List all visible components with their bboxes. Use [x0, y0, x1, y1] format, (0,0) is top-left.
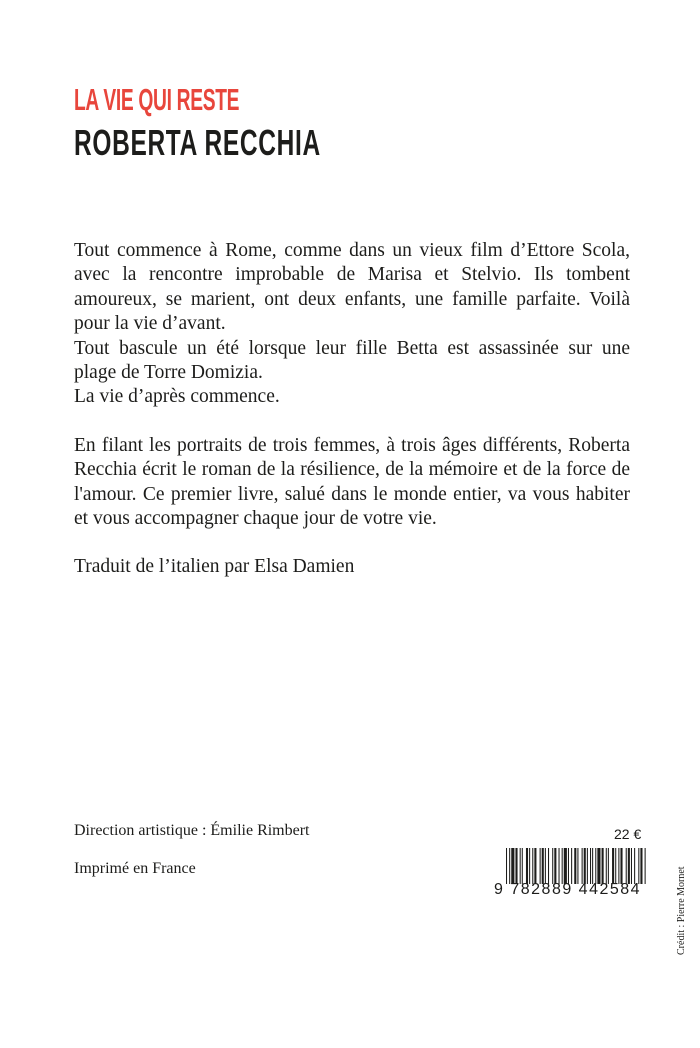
blurb-line: amoureux, se marient, ont deux enfants, une famille parfaite. Voilà [74, 288, 630, 310]
barcode-bar [640, 848, 642, 884]
barcode-bar [564, 848, 567, 884]
isbn-digits: 9 782889 442584 [494, 881, 642, 898]
printed-in: Imprimé en France [74, 860, 196, 877]
barcode-bar [532, 848, 533, 884]
barcode-bar [602, 848, 604, 884]
art-direction-credit: Direction artistique : Émilie Rimbert [74, 822, 310, 839]
barcode-bar [645, 848, 646, 884]
barcode-bar [631, 848, 632, 884]
barcode-bar [638, 848, 639, 884]
barcode-bar [634, 848, 635, 884]
barcode-bar [509, 848, 510, 884]
barcode-bar [540, 848, 541, 884]
barcode-bar [511, 848, 514, 884]
barcode-bar [606, 848, 607, 884]
barcode-bar [571, 848, 572, 884]
barcode-bar [584, 848, 586, 884]
barcode-bar [626, 848, 627, 884]
barcode-bar [628, 848, 630, 884]
barcode-bar [526, 848, 528, 884]
barcode-bar [590, 848, 591, 884]
blurb-paragraph-2: En filant les portraits de trois femmes, à trois âges différents, Roberta Recchia écrit le roman de la résilience, de la mémoire et de la force de l'amour. Ce premier livre, salué dans le monde entier, va vous habiter et vous accompagner chaque jour de votre vie. [74, 434, 630, 530]
translation-credit: Traduit de l’italien par Elsa Damien [74, 556, 355, 578]
barcode-bar [592, 848, 593, 884]
barcode-bar [620, 848, 622, 884]
barcode-bar [582, 848, 583, 884]
barcode-bar [534, 848, 536, 884]
barcode-bar [562, 848, 563, 884]
barcode-bar [515, 848, 517, 884]
book-title: LA VIE QUI RESTE [74, 82, 240, 117]
barcode-bar [554, 848, 556, 884]
barcode-bar [522, 848, 523, 884]
barcode-bar [552, 848, 553, 884]
isbn-barcode [506, 848, 646, 884]
barcode-bar [559, 848, 560, 884]
blurb-line: avec la rencontre improbable de Marisa et Stelvio. Ils tombent [74, 264, 630, 286]
barcode-bar [595, 848, 596, 884]
barcode-bar [574, 848, 576, 884]
barcode-bar [568, 848, 569, 884]
barcode-bar [520, 848, 521, 884]
blurb-line: plage de Torre Domizia. [74, 362, 263, 384]
barcode-bar [608, 848, 609, 884]
barcode-bar [542, 848, 544, 884]
barcode-bar [597, 848, 600, 884]
blurb-line: Tout commence à Rome, comme dans un vieux film d’Ettore Scola, [74, 240, 630, 261]
blurb-paragraph-1 [74, 239, 630, 410]
blurb-line: pour la vie d’avant. [74, 313, 226, 335]
barcode-bar [618, 848, 619, 884]
price: 22 € [614, 826, 642, 842]
barcode-bar [506, 848, 507, 884]
barcode-bar [587, 848, 588, 884]
blurb-line: La vie d’après commence. [74, 386, 280, 408]
barcode-bar [529, 848, 530, 884]
barcode-bar [577, 848, 578, 884]
book-author: ROBERTA RECCHIA [74, 122, 321, 163]
barcode-bar [548, 848, 549, 884]
barcode-bar [545, 848, 546, 884]
barcode-bar [612, 848, 614, 884]
barcode-bar [615, 848, 616, 884]
illustration-credit: Crédit : Pierre Mornet [676, 866, 687, 955]
blurb-line: Tout bascule un été lorsque leur fille Betta est assassinée sur une [74, 337, 630, 359]
blurb [74, 239, 630, 604]
